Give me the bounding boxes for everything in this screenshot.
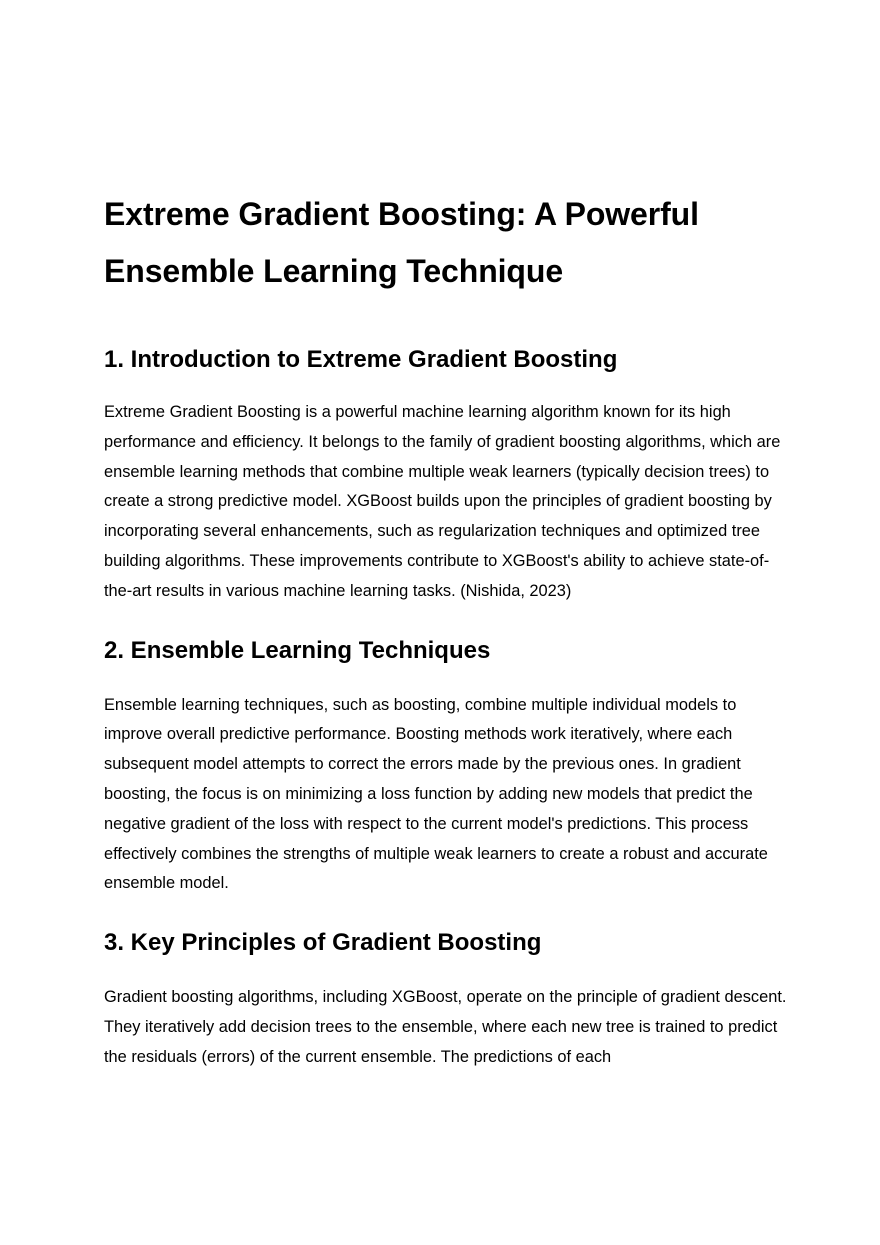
section-body-introduction: Extreme Gradient Boosting is a powerful machine learning algorithm known for its high performance and efficiency. It belongs to the family of gradient boosting algorithms, which are ensemble learning methods that combine multiple weak learners (typically decision trees) to create a strong predictive model. XGBoost builds upon the principles of gradient boosting by incorporating several enhancements, such as regularization techniques and optimized tree building algorithms. These improvements contribute to XGBoost's ability to achieve state-of-the-art results in various machine learning tasks. (Nishida, 2023) [104,403,781,600]
document-title: Extreme Gradient Boosting: A Powerful Ensemble Learning Technique [104,196,699,289]
section-heading-ensemble-learning: 2. Ensemble Learning Techniques [104,636,491,664]
section-heading-key-principles: 3. Key Principles of Gradient Boosting [104,929,542,957]
document-page [104,186,794,1073]
section-body-key-principles: Gradient boosting algorithms, including XGBoost, operate on the principle of gradient descent. They iteratively add decision trees to the ensemble, where each new tree is trained to predict the residuals (errors) of the current ensemble. The predictions of each [104,988,787,1066]
section-body-ensemble-learning: Ensemble learning techniques, such as boosting, combine multiple individual models to improve overall predictive performance. Boosting methods work iteratively, where each subsequent model attempts to correct the errors made by the previous ones. In gradient boosting, the focus is on minimizing a loss function by adding new models that predict the negative gradient of the loss with respect to the current model's predictions. This process effectively combines the strengths of multiple weak learners to create a robust and accurate ensemble model. [104,695,768,893]
section-heading-introduction: 1. Introduction to Extreme Gradient Boosting [104,346,618,373]
